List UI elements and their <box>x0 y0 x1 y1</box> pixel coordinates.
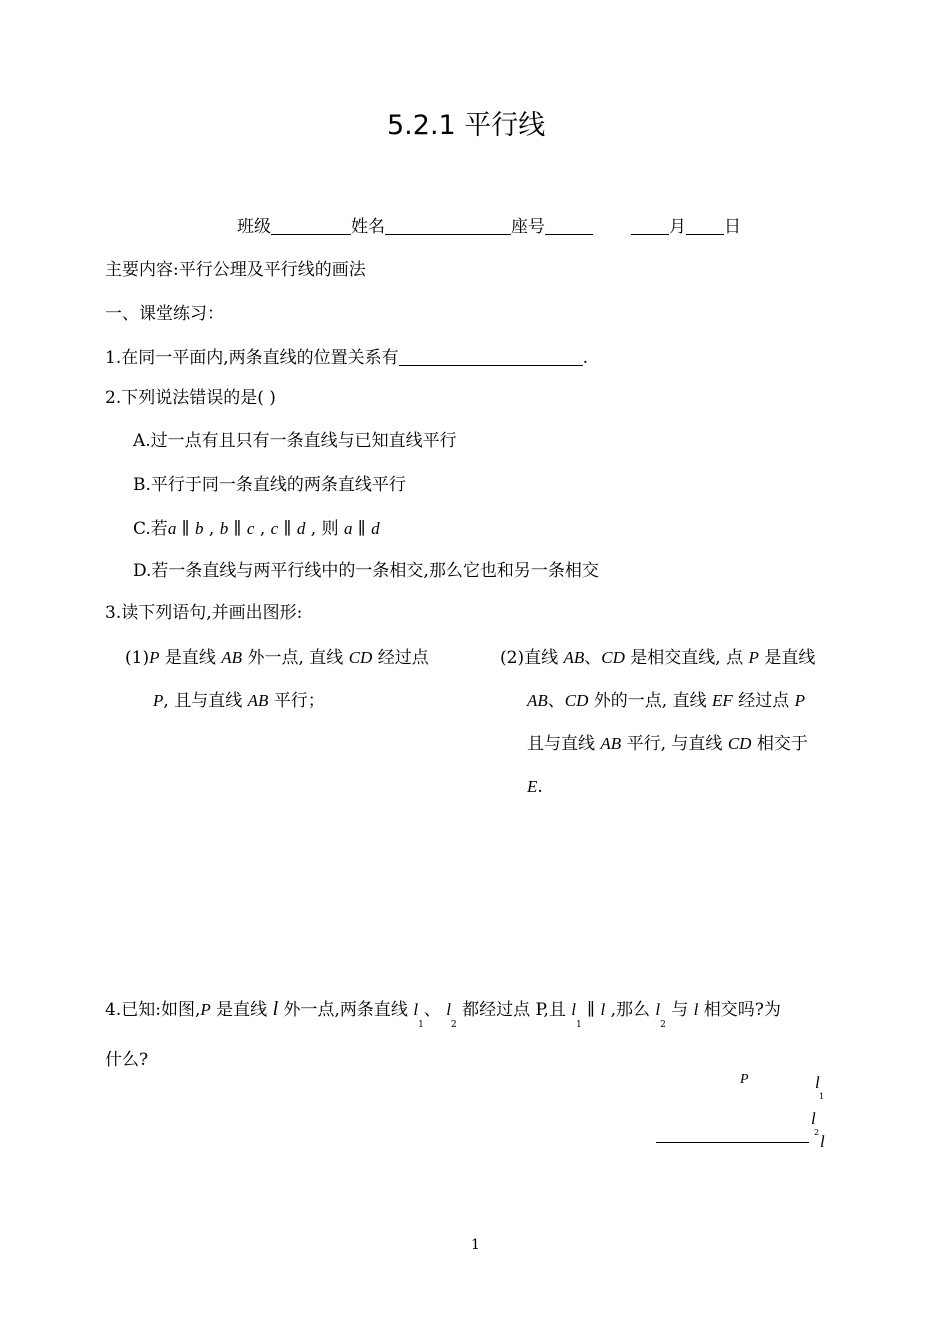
line-l1-subscript: 1 <box>819 1092 825 1101</box>
option-a: A.过一点有且只有一条直线与已知直线平行 <box>133 431 457 451</box>
line-l-label: l <box>820 1132 825 1151</box>
q3-part-1-line1: (1)P 是直线 AB 外一点, 直线 CD 经过点 <box>125 648 429 668</box>
name-label: 姓名 <box>351 217 385 237</box>
option-d: D.若一条直线与两平行线中的一条相交,那么它也和另一条相交 <box>133 561 599 581</box>
line-l <box>656 1142 809 1143</box>
q3-part-2-line4: E. <box>527 777 543 797</box>
q3-part-2-line1: (2)直线 AB、CD 是相交直线, 点 P 是直线 <box>500 648 816 668</box>
option-b: B.平行于同一条直线的两条直线平行 <box>133 475 406 495</box>
month-label: 月 <box>669 217 686 237</box>
answer-blank[interactable] <box>399 349 583 366</box>
main-content: 主要内容:平行公理及平行线的画法 <box>105 260 366 280</box>
line-l2-subscript: 2 <box>814 1128 820 1137</box>
month-field[interactable] <box>631 218 669 235</box>
q3-part-2-line2: AB、CD 外的一点, 直线 EF 经过点 P <box>527 691 806 711</box>
question-1: 1.在同一平面内,两条直线的位置关系有 . <box>105 348 589 368</box>
line-l1-label: l <box>815 1073 820 1092</box>
q3-part-1-line2: P, 且与直线 AB 平行； <box>153 691 325 711</box>
option-c: C.若a ∥ b , b ∥ c , c ∥ d , 则 a ∥ d <box>133 519 380 539</box>
page-number: 1 <box>471 1237 480 1253</box>
section-heading: 一、课堂练习： <box>105 304 224 324</box>
seat-field[interactable] <box>545 218 593 235</box>
student-info-line <box>237 218 741 236</box>
line-l2-label: l <box>811 1109 816 1128</box>
seat-label: 座号 <box>511 217 545 237</box>
class-label: 班级 <box>237 217 271 237</box>
question-3: 3.读下列语句,并画出图形: <box>105 603 303 623</box>
day-field[interactable] <box>686 218 724 235</box>
day-label: 日 <box>724 217 741 237</box>
question-2: 2.下列说法错误的是( ) <box>105 388 276 408</box>
question-4: 4.已知:如图,P 是直线 l 外一点,两条直线 $l_1$、 $l_2$ 都经过点 P,且 $l_1$ ∥ l ,那么 $l_2$ 与 l 相交吗?为 <box>105 998 781 1030</box>
class-field[interactable] <box>271 218 351 235</box>
q3-part-2-line3: 且与直线 AB 平行, 与直线 CD 相交于 <box>527 734 808 754</box>
name-field[interactable] <box>385 218 511 235</box>
point-p-label: P <box>740 1072 749 1087</box>
page-title: 5.2.1 平行线 <box>387 110 546 141</box>
question-4-line2: 什么? <box>105 1050 149 1070</box>
